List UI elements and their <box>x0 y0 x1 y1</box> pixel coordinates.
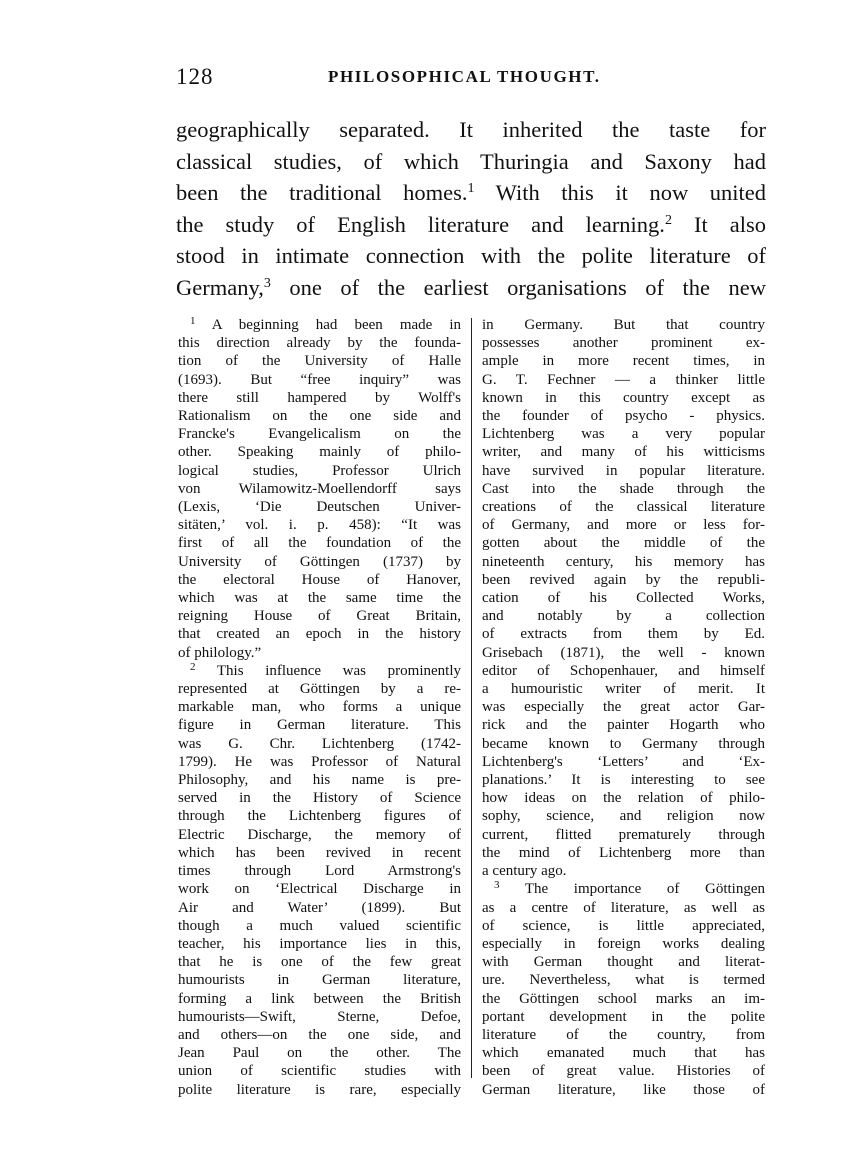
body-line-text: the study of English literature and learning. <box>176 211 665 237</box>
footnote-line-text: in Germany. But that country <box>482 317 765 333</box>
footnote-line-text: figure in German literature. This <box>178 717 461 734</box>
footnote-line-text: G. T. Fechner — a thinker little <box>482 371 765 388</box>
footnote-line <box>178 826 461 844</box>
footnote-line-text: the founder of psycho - physics. <box>482 408 765 425</box>
page-number: 128 <box>176 64 214 89</box>
footnote-line-text: served in the History of Science <box>178 790 461 807</box>
footnote-line <box>178 971 461 989</box>
footnote-line-text: of science, is little appreciated, <box>482 917 765 934</box>
footnote-line <box>178 589 461 607</box>
body-line-text: one of the earliest organisations of the new <box>270 274 766 300</box>
footnote-line-text: cation of his Collected Works, <box>482 590 765 607</box>
footnote-line <box>482 334 765 352</box>
footnote-line <box>178 990 461 1008</box>
footnotes-section <box>176 315 766 1098</box>
footnote-line-text: the mind of Lichtenberg more than <box>482 844 765 861</box>
footnote-marker: 1 <box>190 315 196 327</box>
footnote-line <box>178 498 461 516</box>
footnote-line <box>482 990 765 1008</box>
footnote-line-text: as a centre of literature, as well as <box>482 899 765 916</box>
footnote-line <box>178 953 461 971</box>
footnote-marker: 2 <box>190 660 196 673</box>
footnote-line <box>178 862 461 880</box>
footnote-line-text: current, flitted prematurely through <box>482 826 765 843</box>
footnote-line <box>482 662 765 680</box>
footnote-line <box>482 1026 765 1044</box>
footnote-line <box>178 480 461 498</box>
footnote-line-text: polite literature is rare, especially <box>178 1081 461 1098</box>
footnote-line-text: humourists—Swift, Sterne, Defoe, <box>178 1008 461 1025</box>
footnote-line <box>482 826 765 844</box>
body-line-text: been the traditional homes. <box>176 180 468 206</box>
footnote-line-text: of extracts from them by Ed. <box>482 626 765 643</box>
footnote-line <box>482 1008 765 1026</box>
footnote-line-text: was especially the great actor Gar- <box>482 699 765 716</box>
footnote-line-text: portant development in the polite <box>482 1008 765 1025</box>
footnote-line-text: work on ‘Electrical Discharge in <box>178 881 461 898</box>
footnote-line-text: markable man, who forms a unique <box>178 699 461 716</box>
footnote-line-text: writer, and many of his witticisms <box>482 444 765 461</box>
footnote-line-text: The importance of Göttingen <box>524 881 766 898</box>
footnote-line <box>482 935 765 953</box>
footnote-line-text: literature of the country, from <box>482 1026 765 1043</box>
footnote-line-text: logical studies, Professor Ulrich <box>178 462 461 479</box>
footnote-line <box>178 389 461 407</box>
footnote-line <box>482 462 765 480</box>
footnote-line-text: Cast into the shade through the <box>482 480 765 497</box>
footnote-line-text: Rationalism on the one side and <box>178 408 461 425</box>
footnote-line <box>178 698 461 716</box>
footnote-line <box>178 462 461 480</box>
footnote-line <box>178 716 461 734</box>
footnote-line <box>178 662 461 680</box>
footnote-line <box>178 753 461 771</box>
footnote-line-text: Electric Discharge, the memory of <box>178 826 461 843</box>
footnote-line <box>482 407 765 425</box>
body-line-text: geographically separated. It inherited the taste for <box>176 117 766 142</box>
footnote-line <box>482 899 765 917</box>
body-line <box>176 240 766 272</box>
footnote-line-text: a humouristic writer of merit. It <box>482 681 765 698</box>
body-paragraph <box>176 114 766 304</box>
body-line-text: classical studies, of which Thuringia and Saxony had <box>176 148 766 174</box>
footnote-line <box>482 771 765 789</box>
footnote-line-text: forming a link between the British <box>178 990 461 1007</box>
body-line <box>176 177 766 209</box>
footnote-line-text: there still hampered by Wolff's <box>178 389 461 406</box>
footnote-line-text: Lichtenberg was a very popular <box>482 426 765 443</box>
running-head <box>176 64 766 94</box>
footnote-line <box>178 371 461 389</box>
footnote-line <box>482 680 765 698</box>
footnote-line <box>482 443 765 461</box>
footnote-line <box>482 1044 765 1062</box>
footnote-line <box>178 644 461 662</box>
footnote-line <box>178 625 461 643</box>
footnote-line <box>482 625 765 643</box>
footnote-line-text: especially in foreign works dealing <box>482 935 765 952</box>
footnote-line-text: von Wilamowitz-Moellendorff says <box>178 480 461 497</box>
footnote-line <box>482 716 765 734</box>
footnote-line <box>178 1044 461 1062</box>
footnote-line-text: the Göttingen school marks an im- <box>482 990 765 1007</box>
footnote-line-text: This influence was prominently <box>216 662 461 679</box>
footnote-marker: 3 <box>494 879 500 892</box>
footnote-line <box>482 807 765 825</box>
footnote-line-text: though a much valued scientific <box>178 917 461 934</box>
footnote-line <box>178 516 461 534</box>
body-line-text: stood in intimate connection with the polite literature of <box>176 243 766 269</box>
footnote-line-text: that created an epoch in the history <box>178 626 461 643</box>
footnote-line-text: through the Lichtenberg figures of <box>178 808 461 825</box>
footnote-line <box>178 1081 461 1099</box>
footnote-line <box>482 389 765 407</box>
footnote-line-text: teacher, his importance lies in this, <box>178 935 461 952</box>
footnote-line <box>178 352 461 370</box>
footnote-line-text: sophy, science, and religion now <box>482 808 765 825</box>
footnote-line-text: Air and Water’ (1899). But <box>178 899 461 916</box>
footnote-line-text: ure. Nevertheless, what is termed <box>482 972 765 989</box>
footnote-line-text: became known to Germany through <box>482 735 765 752</box>
footnote-line-text: which emanated much that has <box>482 1045 765 1062</box>
footnotes-right-column <box>482 316 765 1099</box>
footnote-line <box>178 407 461 425</box>
footnote-line-text: Grisebach (1871), the well - known <box>482 644 765 661</box>
footnote-reference[interactable]: 3 <box>263 275 271 291</box>
footnote-line-text: and notably by a collection <box>482 608 765 625</box>
footnote-line-text: represented at Göttingen by a re- <box>178 681 461 698</box>
footnote-line-text: editor of Schopenhauer, and himself <box>482 662 765 679</box>
footnote-line-text: humourists in German literature, <box>178 972 461 989</box>
footnote-line <box>178 1062 461 1080</box>
footnote-line <box>482 607 765 625</box>
footnote-line-text: (Lexis, ‘Die Deutschen Univer- <box>178 499 461 516</box>
footnote-line <box>482 571 765 589</box>
footnote-line <box>482 425 765 443</box>
footnote-line <box>482 644 765 662</box>
footnote-line-text: other. Speaking mainly of philo- <box>178 444 461 461</box>
footnote-line <box>482 1081 765 1099</box>
footnote-line-text: been of great value. Histories of <box>482 1063 765 1080</box>
footnote-line-text: planations.’ It is interesting to see <box>482 772 765 789</box>
footnote-line <box>178 607 461 625</box>
footnote-line-text: union of scientific studies with <box>178 1063 461 1080</box>
footnote-line-text: of Germany, and more or less for- <box>482 517 765 534</box>
footnote-line <box>178 735 461 753</box>
footnote-line <box>482 553 765 571</box>
body-line <box>176 209 766 241</box>
footnote-line-text: first of all the foundation of the <box>178 535 461 552</box>
footnote-line-text: and others—on the one side, and <box>178 1026 461 1043</box>
footnote-line <box>178 680 461 698</box>
footnote-line-text: Philosophy, and his name is pre- <box>178 772 461 789</box>
footnote-line <box>482 789 765 807</box>
footnote-line-text: been revived again by the republi- <box>482 571 765 588</box>
footnote-line-text: A beginning had been made in <box>211 317 461 333</box>
footnote-line <box>178 789 461 807</box>
footnote-reference[interactable]: 1 <box>467 181 475 197</box>
footnote-line <box>178 1008 461 1026</box>
footnote-line-text: rick and the painter Hogarth who <box>482 717 765 734</box>
footnote-line <box>482 352 765 370</box>
footnote-line-text: with German thought and literat- <box>482 954 765 971</box>
footnote-line-text: nineteenth century, his memory has <box>482 553 765 570</box>
footnote-line <box>482 534 765 552</box>
footnote-line <box>482 971 765 989</box>
footnote-line-text: sitäten,’ vol. i. p. 458): “It was <box>178 517 461 534</box>
footnote-line <box>482 498 765 516</box>
footnote-reference[interactable]: 2 <box>664 212 672 228</box>
footnote-line <box>178 425 461 443</box>
footnote-line <box>482 1062 765 1080</box>
column-divider <box>471 318 472 1078</box>
footnote-line <box>178 771 461 789</box>
footnote-line <box>178 334 461 352</box>
footnote-line <box>482 371 765 389</box>
footnote-line <box>482 316 765 334</box>
footnote-line-text: have survived in popular literature. <box>482 462 765 479</box>
footnote-line <box>178 534 461 552</box>
footnote-line <box>482 516 765 534</box>
footnote-line <box>178 443 461 461</box>
footnote-line-text: possesses another prominent ex- <box>482 335 765 352</box>
footnote-line <box>178 899 461 917</box>
footnote-line-text: German literature, like those of <box>482 1081 765 1098</box>
body-line-text: It also <box>671 211 766 237</box>
footnote-line <box>178 880 461 898</box>
footnote-line-text: which has been revived in recent <box>178 844 461 861</box>
running-title: PHILOSOPHICAL THOUGHT. <box>328 67 601 86</box>
footnote-line <box>482 953 765 971</box>
footnote-line <box>178 571 461 589</box>
footnote-line-text: Jean Paul on the other. The <box>178 1045 461 1062</box>
footnote-line <box>482 880 765 898</box>
footnote-line-text: times through Lord Armstrong's <box>178 863 461 880</box>
footnote-line <box>178 917 461 935</box>
footnote-line-text: (1693). But “free inquiry” was <box>178 371 461 388</box>
footnote-line <box>178 807 461 825</box>
footnotes-left-column <box>178 316 461 1099</box>
footnote-line-text: the electoral House of Hanover, <box>178 571 461 588</box>
footnote-line-text: this direction already by the founda- <box>178 335 461 352</box>
footnote-line-text: Lichtenberg's ‘Letters’ and ‘Ex- <box>482 753 765 770</box>
footnote-line <box>482 735 765 753</box>
footnote-line <box>482 480 765 498</box>
body-line <box>176 146 766 178</box>
footnote-line <box>482 844 765 862</box>
footnote-line-text: Francke's Evangelicalism on the <box>178 426 461 443</box>
footnote-line <box>482 862 765 880</box>
footnote-line <box>178 316 461 334</box>
footnote-line-text: was G. Chr. Lichtenberg (1742- <box>178 735 461 752</box>
body-line-text: Germany, <box>176 274 264 300</box>
footnote-line <box>482 753 765 771</box>
footnote-line-text: reigning House of Great Britain, <box>178 608 461 625</box>
footnote-line <box>482 917 765 935</box>
footnote-line-text: that he is one of the few great <box>178 954 461 971</box>
footnote-line-text: gotten about the middle of the <box>482 535 765 552</box>
footnote-line-text: University of Göttingen (1737) by <box>178 553 461 570</box>
body-line-text: With this it now united <box>474 180 766 206</box>
footnote-line <box>178 553 461 571</box>
footnote-line <box>482 589 765 607</box>
footnote-line-text: of philology.” <box>178 644 262 661</box>
footnote-line-text: a century ago. <box>482 863 567 880</box>
footnote-line-text: tion of the University of Halle <box>178 353 461 370</box>
footnote-line-text: which was at the same time the <box>178 590 461 607</box>
footnote-line <box>178 1026 461 1044</box>
footnote-line-text: 1799). He was Professor of Natural <box>178 753 461 770</box>
body-line <box>176 272 766 304</box>
footnote-line-text: how ideas on the relation of philo- <box>482 790 765 807</box>
footnote-line-text: creations of the classical literature <box>482 499 765 516</box>
footnote-line <box>178 844 461 862</box>
body-line <box>176 114 766 146</box>
footnote-line <box>178 935 461 953</box>
footnote-line <box>482 698 765 716</box>
footnote-line-text: ample in more recent times, in <box>482 353 765 370</box>
footnote-line-text: known in this country except as <box>482 389 765 406</box>
